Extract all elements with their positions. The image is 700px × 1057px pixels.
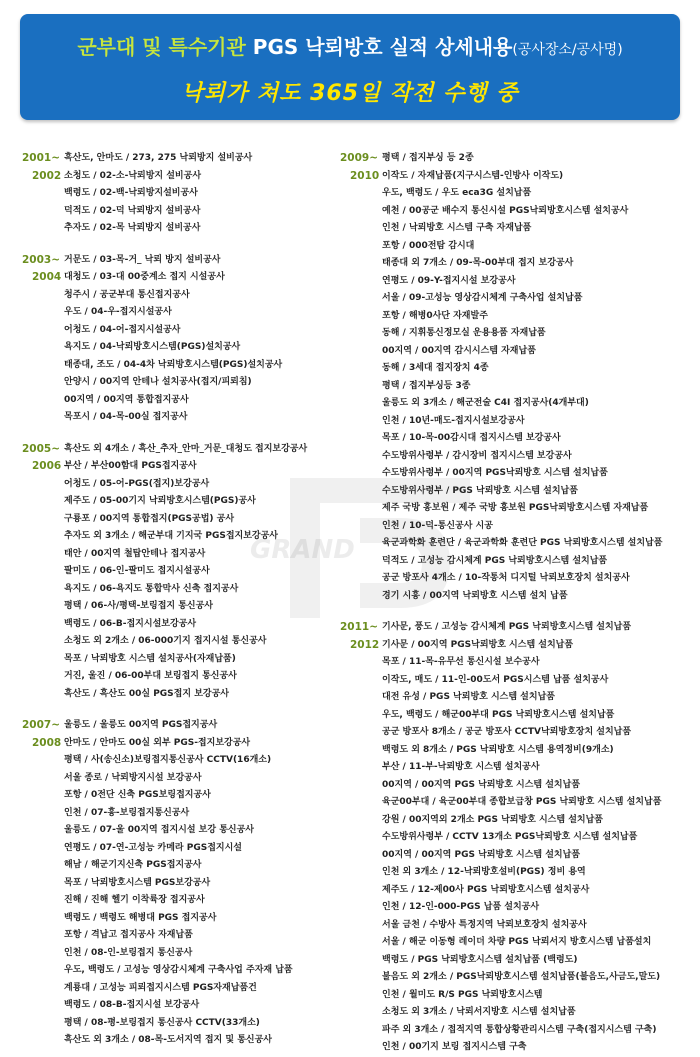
- project-entry: 울릉도 외 3개소 / 해군전술 C4I 접지공사(4개부대): [382, 398, 589, 408]
- banner-title: [20, 31, 680, 60]
- year-range: [340, 619, 382, 1057]
- right-column: [340, 150, 692, 1057]
- project-entry: 인천 / 10-덕-통신공사 시공: [382, 520, 493, 531]
- project-entry: 00지역 / 00지역 PGS 낙뢰방호 시스템 설치납품: [382, 849, 581, 860]
- project-entry: 00지역 / 00지역 PGS 낙뢰방호 시스템 설치납품: [382, 779, 581, 790]
- year-group: [22, 150, 342, 238]
- project-entry: 욕지도 / 06-욕지도 통합막사 신축 접지공사: [64, 583, 239, 594]
- project-entry: 기사문, 풍도 / 고성능 감시체계 PGS 낙뢰방호시스템 설치납품: [382, 622, 632, 632]
- project-entry: 인천 / 08-인-보링접지 통신공사: [64, 947, 193, 958]
- project-entry: 인천 외 3개소 / 12-낙뢰방호설비(PGS) 정비 용역: [382, 867, 586, 877]
- project-entry: 동해 / 3세대 접지장치 4종: [382, 363, 489, 373]
- year-end: 2006: [32, 460, 62, 472]
- title-banner: [20, 14, 680, 120]
- project-list: [382, 619, 692, 1057]
- project-entry: 우도, 백령도 / 해군00부대 PGS 낙뢰방호시스템 설치납품: [382, 709, 615, 720]
- project-list: [64, 441, 342, 704]
- year-end: 2010: [350, 169, 380, 182]
- project-entry: 평택 / 접지부싱등 3종: [382, 380, 471, 391]
- project-entry: 강원 / 00지역외 2개소 PGS 낙뢰방호 시스템 설치납품: [382, 814, 603, 825]
- project-entry: 울릉도 / 07-울 00지역 접지시설 보강 통신공사: [64, 825, 254, 835]
- year-end: 2004: [32, 271, 62, 283]
- project-entry: 거문도 / 03-목-거_ 낙뢰 방지 설비공사: [64, 254, 221, 265]
- year-start: 2003~: [22, 253, 61, 266]
- project-entry: 서울 / 해군 이동형 레이더 차량 PGS 낙뢰서지 방호시스템 납품설치: [382, 937, 652, 947]
- project-entry: 청주시 / 공군부대 통신접지공사: [64, 289, 190, 300]
- project-entry: 제주 국방 홍보원 / 제주 국방 홍보원 PGS낙뢰방호시스템 자재납품: [382, 503, 649, 513]
- project-entry: 백령도 / 06-B-접지시설보강공사: [64, 618, 197, 629]
- project-entry: 흑산도 / 흑산도 00실 PGS접지 보강공사: [64, 688, 229, 699]
- year-range: [340, 150, 382, 605]
- banner-title-highlight: 군부대 및 특수기관: [77, 35, 246, 59]
- project-entry: 우도, 백령도 / 고성능 영상감시체계 구축사업 주자재 납품: [64, 965, 293, 975]
- watermark-text: GRAND: [250, 535, 355, 565]
- project-entry: 불음도 외 2개소 / PGS낙뢰방호시스템 설치납품(불음도,사금도,말도): [382, 972, 661, 982]
- project-entry: 목포 / 11-목-유무선 통신시설 보수공사: [382, 657, 540, 667]
- banner-title-main: PGS 낙뢰방호 실적 상세내용: [245, 35, 513, 59]
- project-entry: 인천 / 10년-매도-접지시설보강공사: [382, 415, 525, 426]
- year-range: [22, 441, 64, 704]
- project-entry: 인천 / 07-흥-보링접지통신공사: [64, 807, 190, 818]
- project-entry: 안마도 / 안마도 00실 외부 PGS-접지보강공사: [64, 737, 251, 748]
- project-entry: 추자도 외 3개소 / 해군부대 기지국 PGS접지보강공사: [64, 531, 279, 541]
- project-entry: 태종대 외 7개소 / 09-목-00부대 접지 보강공사: [382, 258, 574, 268]
- year-end: 2012: [350, 638, 380, 651]
- project-entry: 진해 / 진해 헬기 이착륙장 접지공사: [64, 895, 205, 905]
- project-entry: 팔미도 / 06-인-팔미도 접지시설공사: [64, 566, 210, 576]
- project-entry: 목포 / 10-목-00감시대 접지시스템 보강공사: [382, 433, 561, 443]
- project-entry: 포항 / 격납고 접지공사 자재납품: [64, 930, 193, 940]
- project-entry: 울릉도 / 울릉도 00지역 PGS접지공사: [64, 720, 218, 730]
- project-entry: 제주도 / 12-제00사 PGS 낙뢰방호시스템 설치공사: [382, 884, 590, 895]
- project-entry: 인천 / 낙뢰방호 시스템 구축 자재납품: [382, 223, 532, 233]
- project-entry: 해남 / 해군기지신축 PGS접지공사: [64, 860, 202, 870]
- project-list: [64, 150, 342, 238]
- project-entry: 추자도 / 02-목 낙뢰방지 설비공사: [64, 223, 201, 233]
- project-entry: 대전 유성 / PGS 낙뢰방호 시스템 설치납품: [382, 692, 555, 702]
- year-range: [22, 252, 64, 427]
- project-entry: 소청도 외 3개소 / 낙뢰서지방호 시스템 설치납품: [382, 1007, 576, 1017]
- project-entry: 육군00부대 / 육군00부대 종합보급창 PGS 낙뢰방호 시스템 설치납품: [382, 797, 662, 807]
- project-entry: 평택 / 접지부싱 등 2종: [382, 153, 474, 163]
- project-entry: 평택 / 06-사/평택-보링접지 통신공사: [64, 601, 213, 611]
- project-entry: 백령도 / 02-백-낙뢰방지설비공사: [64, 188, 198, 198]
- project-entry: 포항 / 0전단 신축 PGS보링접지공사: [64, 790, 211, 800]
- project-entry: 연평도 / 07-연-고성능 카메라 PGS접지시설: [64, 842, 242, 853]
- year-range: [22, 717, 64, 1050]
- project-entry: 태종대, 조도 / 04-4차 낙뢰방호시스템(PGS)설치공사: [64, 359, 283, 370]
- banner-subtitle: 낙뢰가 쳐도 365일 작전 수행 중: [181, 81, 519, 106]
- project-entry: 백령도 외 8개소 / PGS 낙뢰방호 시스템 용역정비(9개소): [382, 744, 614, 755]
- project-entry: 예천 / 00공군 배수지 통신시설 PGS낙뢰방호시스템 설치공사: [382, 205, 629, 216]
- project-entry: 거진, 울진 / 06-00부대 보링접지 통신공사: [64, 671, 237, 681]
- year-group: [22, 717, 342, 1050]
- project-entry: 어청도 / 04-어-접지시설공사: [64, 324, 181, 335]
- project-entry: 소청도 외 2개소 / 06-000기지 접지시설 통신공사: [64, 636, 267, 646]
- project-entry: 경기 시흥 / 00지역 낙뢰방호 시스템 설치 납품: [382, 590, 568, 601]
- project-entry: 제주도 / 05-00기지 낙뢰방호시스템(PGS)공사: [64, 496, 256, 506]
- year-group: [340, 619, 692, 1057]
- project-entry: 백령도 / PGS 낙뢰방호시스템 설치납품 (백령도): [382, 954, 578, 965]
- project-entry: 백령도 / 08-B-접지시설 보강공사: [64, 1000, 200, 1010]
- project-list: [64, 717, 342, 1050]
- project-entry: 이작도, 매도 / 11-인-00도서 PGS시스템 납품 설치공사: [382, 674, 609, 685]
- project-entry: 육군과학화 훈련단 / 육군과학화 훈련단 PGS 낙뢰방호시스템 설치납품: [382, 538, 663, 548]
- project-entry: 기사문 / 00지역 PGS낙뢰방호 시스템 설치납품: [382, 639, 574, 650]
- project-entry: 흑산도, 안마도 / 273, 275 낙뢰방지 설비공사: [64, 153, 253, 163]
- project-entry: 흑산도 외 3개소 / 08-목-도서지역 접지 및 통신공사: [64, 1035, 272, 1045]
- project-entry: 인천 / 00기지 보링 접지시스템 구축: [382, 1042, 527, 1052]
- project-entry: 인천 / 12-인-000-PGS 납품 설치공사: [382, 902, 540, 912]
- project-entry: 부산 / 11-부-낙뢰방호 시스템 설치공사: [382, 762, 540, 772]
- project-entry: 공군 방포사 8개소 / 공군 방포사 CCTV낙뢰방호장치 설치납품: [382, 727, 632, 737]
- project-list: [64, 252, 342, 427]
- project-entry: 00지역 / 00지역 감시시스템 자재납품: [382, 345, 536, 356]
- project-entry: 흑산도 외 4개소 / 흑산_추자_안마_거문_대청도 접지보강공사: [64, 443, 308, 454]
- project-entry: 구룡포 / 00지역 통합접지(PGS공법) 공사: [64, 513, 235, 524]
- year-group: [22, 441, 342, 704]
- project-entry: 대청도 / 03-대 00중계소 접지 시설공사: [64, 272, 225, 282]
- project-entry: 포항 / 해병0사단 자재발주: [382, 310, 488, 321]
- project-entry: 욕지도 / 04-낙뢰방호시스템(PGS)설치공사: [64, 342, 241, 352]
- year-start: 2005~: [22, 442, 61, 455]
- project-entry: 포항 / 000전탐 감시대: [382, 240, 475, 251]
- year-start: 2009~: [340, 152, 379, 164]
- project-entry: 동해 / 지휘통신정모실 운용용품 자재납품: [382, 328, 546, 338]
- year-start: 2001~: [22, 152, 61, 164]
- project-entry: 목포 / 낙뢰방호시스템 PGS보강공사: [64, 877, 211, 888]
- project-entry: 인천 / 월미도 R/S PGS 낙뢰방호시스템: [382, 989, 543, 1000]
- project-entry: 소청도 / 02-소-낙뢰방지 설비공사: [64, 170, 202, 181]
- project-entry: 서울 종로 / 낙뢰방지시설 보강공사: [64, 772, 202, 783]
- year-group: [22, 252, 342, 427]
- project-entry: 백령도 / 백령도 해병대 PGS 접지공사: [64, 912, 217, 923]
- project-entry: 계룡대 / 고성능 피뢰접지시스템 PGS자재납품건: [64, 982, 257, 993]
- project-entry: 덕적도 / 02-덕 낙뢰방지 설비공사: [64, 205, 201, 216]
- project-entry: 수도방위사령부 / 감시장비 접지시스템 보강공사: [382, 450, 572, 461]
- banner-title-suffix: (공사장소/공사명): [512, 42, 623, 58]
- project-entry: 서울 금천 / 수방사 특정지역 낙뢰보호장치 설치공사: [382, 919, 587, 930]
- project-entry: 수도방위사령부 / 00지역 PGS낙뢰방호 시스템 설치납품: [382, 468, 608, 478]
- project-entry: 수도방위사령부 / PGS 낙뢰방호 시스템 설치납품: [382, 485, 578, 496]
- project-entry: 목포 / 낙뢰방호 시스템 설치공사(자재납품): [64, 653, 236, 664]
- year-group: [340, 150, 692, 605]
- year-end: 2008: [32, 736, 62, 749]
- year-end: 2002: [32, 169, 62, 182]
- project-entry: 이작도 / 자재납품(지구시스템-인방사 이작도): [382, 170, 564, 181]
- project-entry: 어청도 / 05-어-PGS(접지)보강공사: [64, 478, 210, 489]
- project-entry: 평택 / 08-평-보링접지 통신공사 CCTV(33개소): [64, 1017, 260, 1028]
- project-entry: 서울 / 09-고성능 영상감시체계 구축사업 설치납품: [382, 293, 583, 303]
- project-entry: 부산 / 부산00함대 PGS접지공사: [64, 461, 197, 471]
- left-column: [22, 150, 342, 1050]
- year-range: [22, 150, 64, 238]
- project-entry: 우도, 백령도 / 우도 eca3G 설치납품: [382, 188, 532, 198]
- project-entry: 목포시 / 04-목-00실 접지공사: [64, 412, 188, 422]
- project-entry: 수도방위사령부 / CCTV 13개소 PGS낙뢰방호 시스템 설치납품: [382, 832, 638, 842]
- project-entry: 평택 / 사(송신소)보링접지통신공사 CCTV(16개소): [64, 755, 272, 765]
- project-entry: 우도 / 04-우-접지시설공사: [64, 307, 172, 317]
- project-entry: 태안 / 00지역 철탑안테나 접지공사: [64, 548, 206, 559]
- project-entry: 파주 외 3개소 / 접적지역 통합상황관리시스템 구축(접지시스템 구축): [382, 1024, 657, 1035]
- project-entry: 안양시 / 00지역 안테나 설치공사(접지/피뢰침): [64, 377, 252, 387]
- year-start: 2011~: [340, 621, 379, 633]
- project-entry: 연평도 / 09-Y-접지시설 보강공사: [382, 275, 516, 286]
- project-entry: 00지역 / 00지역 통합접지공사: [64, 394, 189, 405]
- project-entry: 공군 방포사 4개소 / 10-작통처 디지털 낙뢰보호장치 설치공사: [382, 573, 630, 583]
- year-start: 2007~: [22, 719, 61, 731]
- project-entry: 덕적도 / 고성능 감시체계 PGS 낙뢰방호시스템 설치납품: [382, 555, 608, 566]
- project-list: [382, 150, 692, 605]
